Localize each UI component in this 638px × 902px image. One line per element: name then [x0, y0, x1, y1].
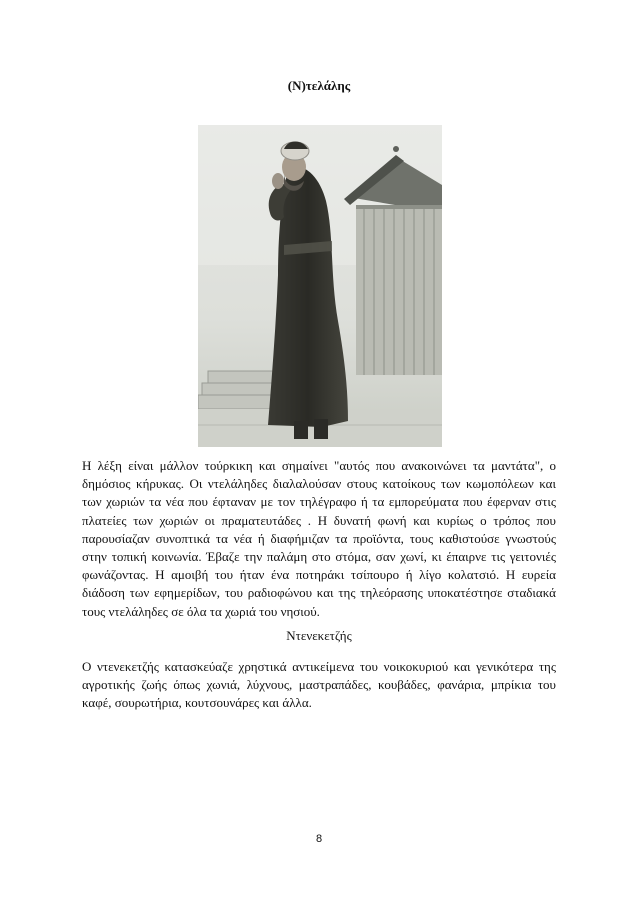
- paragraph-ntenekedzis: Ο ντενεκετζής κατασκεύαζε χρηστικά αντικείμενα του νοικοκυριού και γενικότερα της αγροτικής ζωής όπως χωνιά, λύχνους, μαστραπάδες, κουβάδες, φανάρια, μπρίκια του καφέ, σουρωτήρια, κουτσουνάρες και άλλα.: [82, 659, 556, 711]
- town-crier-illustration: [198, 125, 442, 447]
- page-title: (Ν)τελάλης: [287, 78, 351, 93]
- paragraph-ntelalis: Η λέξη είναι μάλλον τούρκικη και σημαίνει "αυτός που ανακοινώνει τα μαντάτα", ο δημόσιος κήρυκας. Οι ντελάληδες διαλαλούσαν στους κατοίκους των κωμοπόλεων και των χωριών τα νέα που έφταναν με τον τηλέγραφο ή τα εμπορεύματα που έφερναν στις πλατείες των χωριών οι πραματευτάδες . Η δυνατή φωνή και κυρίως ο τρόπος που παρουσίαζαν συνοπτικά τα νέα ή διαφήμιζαν τα προϊόντα, τους καθιστούσε γνωστούς στην τοπική κοινωνία. Έβαζε την παλάμη στο στόμα, σαν χωνί, κι έπαιρνε τις γειτονιές φωνάζοντας. Η αμοιβή του ήταν ένα ποτηράκι τσίπουρο ή λίγο κολατσιό. Η ευρεία διάδοση των εφημερίδων, του ραδιοφώνου και της τηλεόρασης υποκατέστησε σταδιακά τους ντελάληδες σε όλα τα χωριά του νησιού.: [82, 458, 556, 619]
- section-heading-ntenekedzis: Ντενεκετζής: [286, 628, 352, 643]
- page-number: 8: [315, 833, 323, 845]
